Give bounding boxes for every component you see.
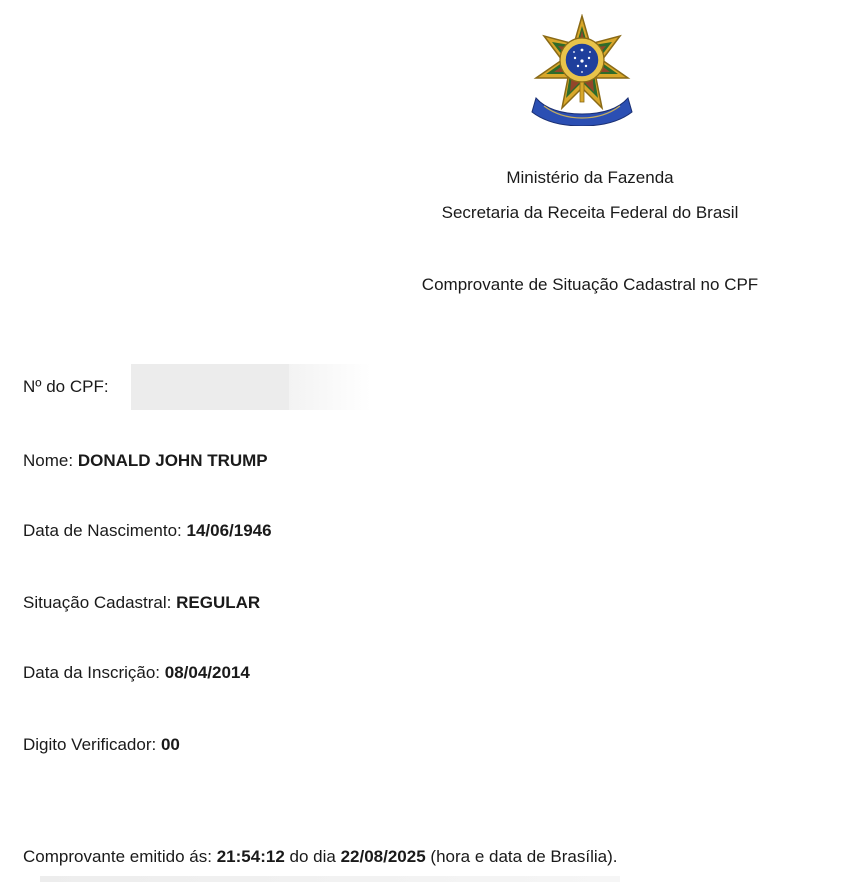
cpf-redaction xyxy=(131,364,289,410)
data-inscricao-field xyxy=(23,663,250,683)
ministry-title: Ministério da Fazenda xyxy=(506,168,674,187)
nome-label: Nome: xyxy=(23,451,74,470)
secretariat-title: Secretaria da Receita Federal do Brasil xyxy=(441,203,739,222)
situacao-cadastral-value: REGULAR xyxy=(176,593,261,612)
digito-verificador-label: Digito Verificador: xyxy=(23,735,157,754)
issued-time: 21:54:12 xyxy=(216,847,285,866)
data-inscricao-value: 08/04/2014 xyxy=(164,663,250,682)
nome-value: DONALD JOHN TRUMP xyxy=(77,451,268,470)
document-title: Comprovante de Situação Cadastral no CPF xyxy=(421,275,759,294)
issued-date: 22/08/2025 xyxy=(340,847,426,866)
coat-of-arms-icon xyxy=(530,14,634,126)
issued-line xyxy=(23,847,618,867)
issued-middle: do dia xyxy=(289,847,336,866)
cpf-label: Nº do CPF: xyxy=(23,377,109,396)
digito-verificador-value: 00 xyxy=(160,735,180,754)
issued-suffix: (hora e data de Brasília). xyxy=(430,847,618,866)
data-inscricao-label: Data da Inscrição: xyxy=(23,663,161,682)
data-nascimento-label: Data de Nascimento: xyxy=(23,521,182,540)
situacao-cadastral-field xyxy=(23,593,260,613)
cpf-redaction-fade xyxy=(289,364,371,410)
issued-prefix: Comprovante emitido ás: xyxy=(23,847,212,866)
bottom-edge-strip xyxy=(40,876,620,882)
situacao-cadastral-label: Situação Cadastral: xyxy=(23,593,172,612)
cpf-field xyxy=(23,377,109,397)
digito-verificador-field xyxy=(23,735,180,755)
data-nascimento-field xyxy=(23,521,272,541)
data-nascimento-value: 14/06/1946 xyxy=(186,521,272,540)
nome-field xyxy=(23,451,268,471)
